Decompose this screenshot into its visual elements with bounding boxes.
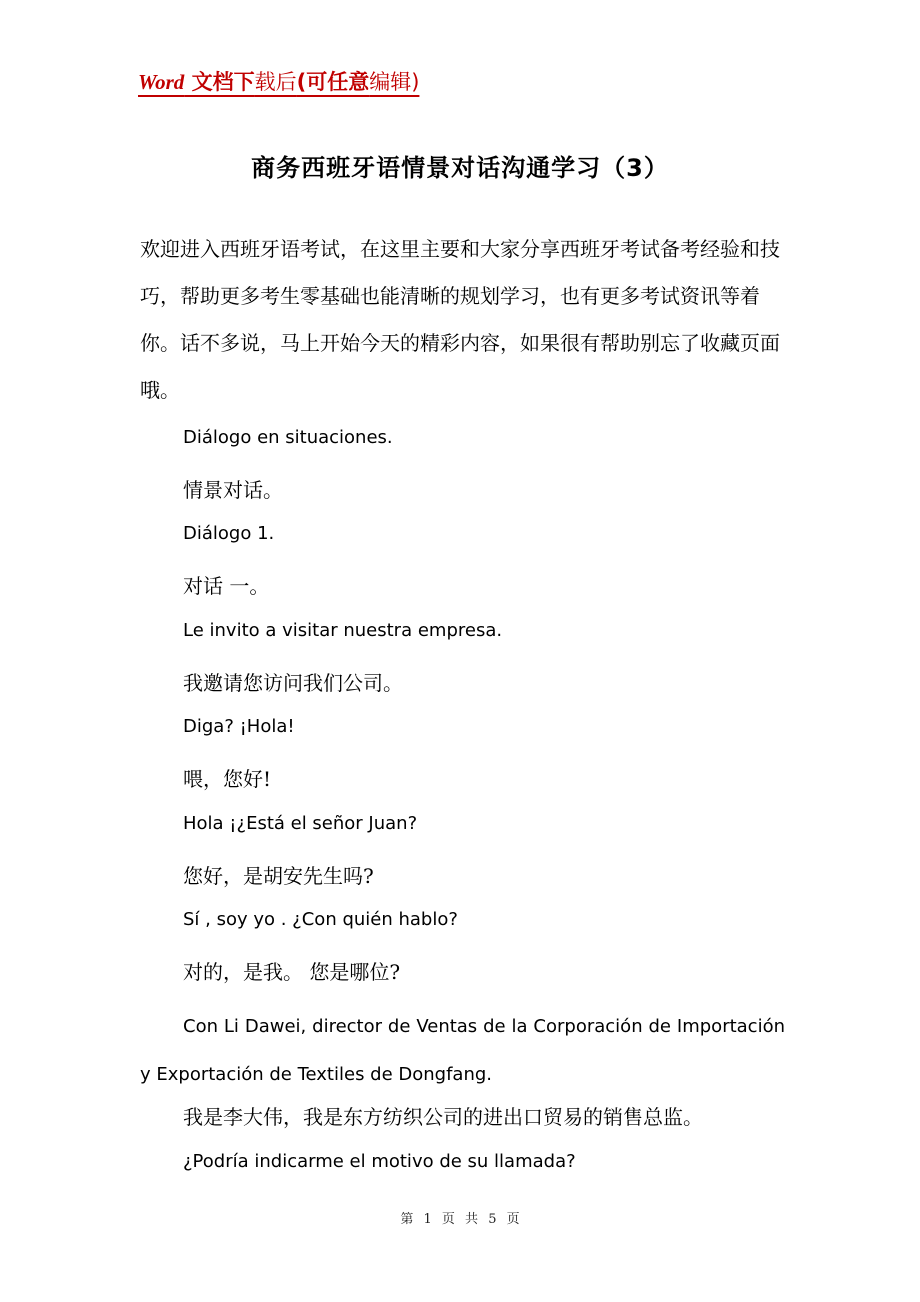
header-text-c: (可任意 (296, 70, 370, 94)
dialogue-line: 我是李大伟，我是东方纺织公司的进出口贸易的销售总监。 (183, 1105, 703, 1129)
dialogue-line: Le invito a visitar nuestra empresa. (183, 620, 503, 641)
intro-paragraph: 欢迎进入西班牙语考试，在这里主要和大家分享西班牙考试备考经验和技巧，帮助更多考生零基础也能清晰的规划学习，也有更多考试资讯等着你。话不多说，马上开始今天的精彩内容，如果很有帮助别忘了收藏页面哦。 (140, 237, 780, 402)
download-edit-link[interactable] (138, 66, 419, 96)
dialogue-line: 情景对话。 (183, 478, 283, 502)
dialogue-line: Hola ¡¿Está el señor Juan? (183, 813, 418, 834)
dialogue-line: 我邀请您访问我们公司。 (183, 671, 403, 695)
dialogue-line-long: Con Li Dawei, director de Ventas de la Corporación de Importación y Exportación de Textiles de Dongfang. (140, 1016, 785, 1085)
page-footer: 第 1 页 共 5 页 (400, 1212, 520, 1227)
dialogue-line: 对话 一。 (183, 574, 270, 598)
dialogue-line: Diálogo en situaciones. (183, 427, 393, 448)
dialogue-line: 喂，您好! (183, 767, 272, 791)
header-text-d: 编辑) (369, 70, 420, 94)
header-text-a: 文档下 (184, 70, 255, 94)
header-word: Word (138, 70, 185, 94)
dialogue-line: 对的，是我。 您是哪位? (183, 960, 401, 984)
dialogue-line: Diálogo 1. (183, 523, 275, 544)
document-title: 商务西班牙语情景对话沟通学习（3） (251, 154, 669, 182)
header-text-b: 载后 (254, 70, 297, 94)
dialogue-line: 您好，是胡安先生吗? (183, 864, 374, 888)
dialogue-line: Sí , soy yo . ¿Con quién hablo? (183, 909, 458, 930)
dialogue-line: ¿Podría indicarme el motivo de su llamada? (183, 1151, 576, 1172)
dialogue-line: Diga? ¡Hola! (183, 716, 295, 737)
